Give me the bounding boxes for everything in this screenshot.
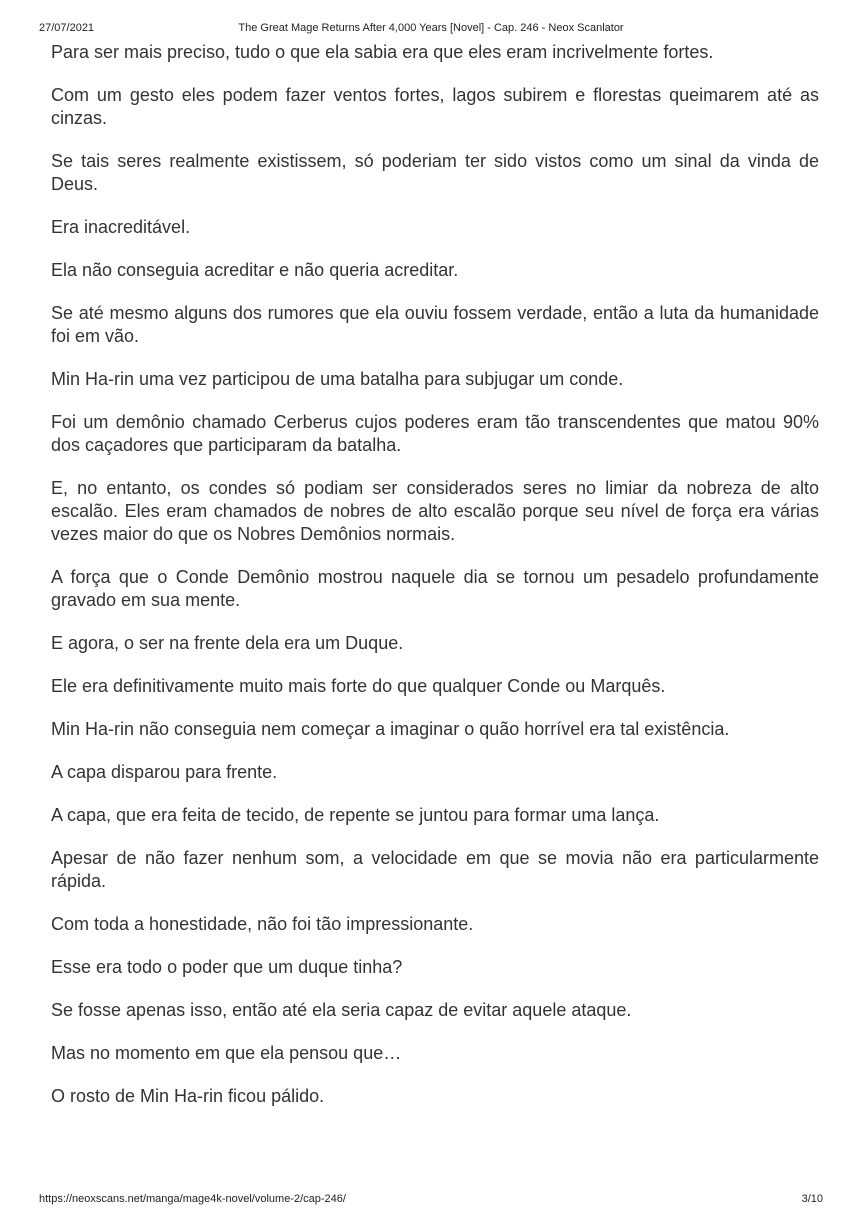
paragraph: O rosto de Min Ha-rin ficou pálido.: [51, 1086, 325, 1106]
page-title: The Great Mage Returns After 4,000 Years [Novel] - Cap. 246 - Neox Scanlator: [238, 22, 624, 34]
paragraph: E, no entanto, os condes só podiam ser considerados seres no limiar da nobreza de alto escalão. Eles eram chamados de nobres de alto escalão porque seu nível de força era várias vezes maior do que os Nobres Demônios normais.: [51, 478, 819, 544]
page-url: https://neoxscans.net/manga/mage4k-novel/volume-2/cap-246/: [39, 1193, 346, 1205]
paragraph: Min Ha-rin uma vez participou de uma batalha para subjugar um conde.: [51, 369, 624, 389]
page-number: 3/10: [801, 1193, 823, 1205]
paragraph: A capa disparou para frente.: [51, 762, 278, 782]
paragraph: Esse era todo o poder que um duque tinha?: [51, 957, 403, 977]
paragraph: Se fosse apenas isso, então até ela seria capaz de evitar aquele ataque.: [51, 1000, 632, 1020]
print-footer: [39, 1192, 823, 1206]
paragraph: Para ser mais preciso, tudo o que ela sabia era que eles eram incrivelmente fortes.: [51, 42, 714, 62]
paragraph: Min Ha-rin não conseguia nem começar a imaginar o quão horrível era tal existência.: [51, 719, 730, 739]
paragraph: Apesar de não fazer nenhum som, a velocidade em que se movia não era particularmente rápida.: [51, 848, 819, 891]
paragraph: Com um gesto eles podem fazer ventos fortes, lagos subirem e florestas queimarem até as cinzas.: [51, 85, 819, 128]
paragraph: Ela não conseguia acreditar e não queria acreditar.: [51, 260, 459, 280]
paragraph: Mas no momento em que ela pensou que…: [51, 1043, 402, 1063]
print-header: [39, 21, 823, 35]
paragraph: Era inacreditável.: [51, 217, 191, 237]
paragraph: Ele era definitivamente muito mais forte do que qualquer Conde ou Marquês.: [51, 676, 666, 696]
paragraph: Foi um demônio chamado Cerberus cujos poderes eram tão transcendentes que matou 90% dos caçadores que participaram da batalha.: [51, 412, 819, 455]
paragraph: Se até mesmo alguns dos rumores que ela ouviu fossem verdade, então a luta da humanidade foi em vão.: [51, 303, 819, 346]
paragraph: Se tais seres realmente existissem, só poderiam ter sido vistos como um sinal da vinda de Deus.: [51, 151, 819, 194]
paragraph: A capa, que era feita de tecido, de repente se juntou para formar uma lança.: [51, 805, 660, 825]
print-date: 27/07/2021: [39, 22, 95, 34]
paragraph: E agora, o ser na frente dela era um Duque.: [51, 633, 404, 653]
chapter-text: [51, 41, 819, 1128]
paragraph: A força que o Conde Demônio mostrou naquele dia se tornou um pesadelo profundamente gravado em sua mente.: [51, 567, 819, 610]
paragraph: Com toda a honestidade, não foi tão impressionante.: [51, 914, 474, 934]
